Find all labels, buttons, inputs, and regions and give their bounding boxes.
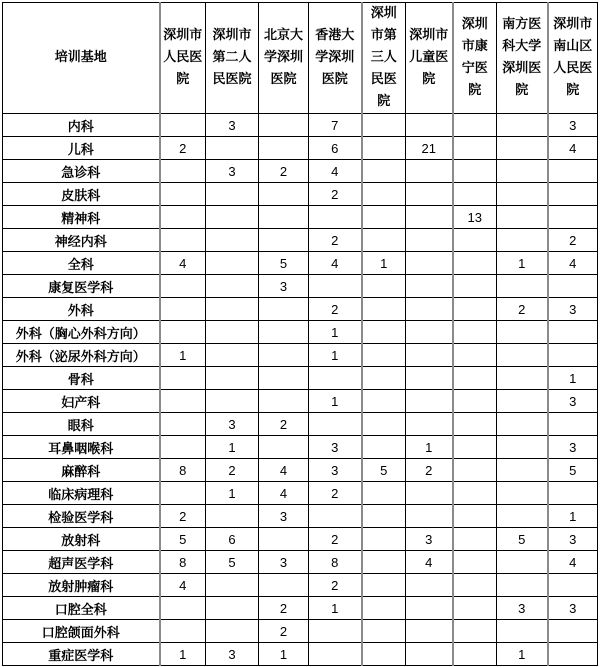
count-cell: 3 — [548, 390, 598, 413]
count-cell — [453, 597, 497, 620]
count-cell — [309, 413, 362, 436]
count-cell: 2 — [259, 620, 309, 643]
count-cell: 3 — [548, 436, 598, 459]
count-cell: 2 — [309, 229, 362, 252]
table-row — [3, 413, 598, 436]
count-cell: 1 — [548, 367, 598, 390]
count-cell: 2 — [309, 574, 362, 597]
table-row — [3, 275, 598, 298]
count-cell: 1 — [497, 643, 548, 666]
count-cell: 4 — [548, 137, 598, 160]
table-row — [3, 390, 598, 413]
count-cell — [160, 275, 206, 298]
count-cell — [160, 160, 206, 183]
count-cell — [206, 183, 259, 206]
count-cell — [259, 390, 309, 413]
count-cell — [362, 229, 406, 252]
count-cell: 4 — [259, 482, 309, 505]
count-cell: 2 — [160, 505, 206, 528]
count-cell — [406, 413, 453, 436]
count-cell: 2 — [309, 183, 362, 206]
count-cell — [497, 275, 548, 298]
count-cell — [309, 643, 362, 666]
count-cell: 1 — [548, 505, 598, 528]
table-row — [3, 505, 598, 528]
count-cell — [160, 597, 206, 620]
count-cell — [497, 620, 548, 643]
hospital-header: 香港大学深圳医院 — [309, 3, 362, 114]
count-cell — [548, 643, 598, 666]
count-cell — [160, 413, 206, 436]
count-cell — [497, 390, 548, 413]
count-cell — [362, 114, 406, 137]
count-cell — [497, 505, 548, 528]
count-cell: 3 — [309, 436, 362, 459]
count-cell — [362, 321, 406, 344]
count-cell: 2 — [406, 459, 453, 482]
table-row — [3, 183, 598, 206]
count-cell — [453, 298, 497, 321]
count-cell — [406, 206, 453, 229]
count-cell — [497, 367, 548, 390]
count-cell — [206, 137, 259, 160]
count-cell — [497, 160, 548, 183]
count-cell: 8 — [309, 551, 362, 574]
count-cell — [406, 643, 453, 666]
count-cell: 2 — [259, 597, 309, 620]
count-cell: 1 — [309, 597, 362, 620]
count-cell — [362, 160, 406, 183]
count-cell: 5 — [160, 528, 206, 551]
department-cell: 精神科 — [3, 206, 160, 229]
table-row — [3, 551, 598, 574]
count-cell — [309, 367, 362, 390]
count-cell — [497, 137, 548, 160]
count-cell — [406, 114, 453, 137]
count-cell — [548, 574, 598, 597]
count-cell — [259, 321, 309, 344]
count-cell — [453, 114, 497, 137]
count-cell — [309, 620, 362, 643]
count-cell: 5 — [497, 528, 548, 551]
count-cell — [206, 344, 259, 367]
count-cell — [160, 114, 206, 137]
count-cell: 3 — [259, 505, 309, 528]
count-cell — [160, 390, 206, 413]
count-cell — [548, 344, 598, 367]
count-cell — [259, 206, 309, 229]
count-cell — [548, 183, 598, 206]
table-row — [3, 252, 598, 275]
count-cell — [548, 413, 598, 436]
count-cell — [406, 505, 453, 528]
count-cell: 21 — [406, 137, 453, 160]
table-row — [3, 298, 598, 321]
count-cell — [362, 643, 406, 666]
count-cell — [206, 574, 259, 597]
header-row — [3, 3, 598, 114]
count-cell: 3 — [548, 597, 598, 620]
count-cell — [362, 436, 406, 459]
count-cell: 7 — [309, 114, 362, 137]
count-cell — [160, 367, 206, 390]
count-cell — [259, 574, 309, 597]
count-cell: 4 — [406, 551, 453, 574]
count-cell: 1 — [497, 252, 548, 275]
count-cell — [406, 160, 453, 183]
count-cell — [406, 597, 453, 620]
count-cell — [453, 390, 497, 413]
count-cell: 1 — [160, 643, 206, 666]
count-cell — [259, 229, 309, 252]
count-cell: 4 — [309, 252, 362, 275]
department-cell: 儿科 — [3, 137, 160, 160]
count-cell — [362, 183, 406, 206]
training-base-table — [2, 2, 598, 666]
count-cell: 4 — [160, 252, 206, 275]
count-cell: 4 — [309, 160, 362, 183]
count-cell — [160, 298, 206, 321]
count-cell: 2 — [309, 528, 362, 551]
table-row — [3, 321, 598, 344]
count-cell — [497, 436, 548, 459]
count-cell — [362, 344, 406, 367]
department-cell: 外科 — [3, 298, 160, 321]
count-cell — [453, 413, 497, 436]
count-cell: 2 — [309, 482, 362, 505]
count-cell — [453, 252, 497, 275]
count-cell: 3 — [548, 528, 598, 551]
count-cell — [548, 206, 598, 229]
count-cell — [406, 574, 453, 597]
count-cell — [160, 620, 206, 643]
count-cell: 2 — [160, 137, 206, 160]
count-cell: 4 — [259, 459, 309, 482]
table-row — [3, 620, 598, 643]
department-cell: 耳鼻咽喉科 — [3, 436, 160, 459]
count-cell — [160, 436, 206, 459]
count-cell — [206, 275, 259, 298]
count-cell: 1 — [309, 321, 362, 344]
count-cell — [453, 183, 497, 206]
count-cell: 8 — [160, 551, 206, 574]
table-row — [3, 229, 598, 252]
count-cell: 4 — [548, 252, 598, 275]
count-cell — [206, 206, 259, 229]
count-cell: 3 — [206, 413, 259, 436]
count-cell — [548, 275, 598, 298]
count-cell — [362, 137, 406, 160]
department-cell: 眼科 — [3, 413, 160, 436]
table-body — [3, 114, 598, 666]
department-cell: 放射肿瘤科 — [3, 574, 160, 597]
count-cell — [548, 321, 598, 344]
count-cell — [453, 574, 497, 597]
count-cell: 1 — [259, 643, 309, 666]
count-cell — [453, 344, 497, 367]
count-cell: 2 — [259, 413, 309, 436]
count-cell: 2 — [206, 459, 259, 482]
count-cell — [497, 183, 548, 206]
department-cell: 临床病理科 — [3, 482, 160, 505]
count-cell — [406, 252, 453, 275]
count-cell — [548, 620, 598, 643]
count-cell — [206, 321, 259, 344]
count-cell — [548, 482, 598, 505]
count-cell — [406, 620, 453, 643]
count-cell — [497, 344, 548, 367]
count-cell: 3 — [309, 459, 362, 482]
department-cell: 检验医学科 — [3, 505, 160, 528]
count-cell — [309, 275, 362, 298]
count-cell — [453, 160, 497, 183]
count-cell — [309, 505, 362, 528]
count-cell — [453, 229, 497, 252]
count-cell — [497, 574, 548, 597]
count-cell: 13 — [453, 206, 497, 229]
table-row — [3, 528, 598, 551]
count-cell — [453, 321, 497, 344]
count-cell — [453, 367, 497, 390]
count-cell: 3 — [259, 275, 309, 298]
count-cell — [406, 390, 453, 413]
count-cell — [362, 482, 406, 505]
table-row — [3, 114, 598, 137]
count-cell — [160, 183, 206, 206]
count-cell — [362, 206, 406, 229]
count-cell: 1 — [406, 436, 453, 459]
department-cell: 外科（泌尿外科方向） — [3, 344, 160, 367]
count-cell — [453, 436, 497, 459]
department-cell: 皮肤科 — [3, 183, 160, 206]
count-cell — [453, 459, 497, 482]
hospital-header: 深圳市第二人民医院 — [206, 3, 259, 114]
count-cell — [497, 206, 548, 229]
count-cell — [406, 321, 453, 344]
count-cell — [362, 551, 406, 574]
count-cell — [362, 505, 406, 528]
count-cell — [362, 528, 406, 551]
count-cell — [206, 367, 259, 390]
table-row — [3, 137, 598, 160]
department-cell: 麻醉科 — [3, 459, 160, 482]
count-cell: 3 — [548, 298, 598, 321]
count-cell — [259, 436, 309, 459]
count-cell: 5 — [548, 459, 598, 482]
table-row — [3, 206, 598, 229]
count-cell: 1 — [160, 344, 206, 367]
count-cell — [453, 482, 497, 505]
count-cell — [206, 298, 259, 321]
count-cell — [453, 620, 497, 643]
count-cell — [206, 229, 259, 252]
table-row — [3, 160, 598, 183]
count-cell — [206, 252, 259, 275]
corner-header: 培训基地 — [3, 3, 160, 114]
table-row — [3, 597, 598, 620]
count-cell — [160, 321, 206, 344]
count-cell: 3 — [406, 528, 453, 551]
count-cell — [406, 482, 453, 505]
count-cell — [160, 229, 206, 252]
count-cell: 2 — [548, 229, 598, 252]
hospital-header: 深圳市康宁医院 — [453, 3, 497, 114]
table-row — [3, 367, 598, 390]
count-cell: 5 — [206, 551, 259, 574]
department-cell: 康复医学科 — [3, 275, 160, 298]
count-cell — [497, 229, 548, 252]
count-cell — [309, 206, 362, 229]
count-cell: 3 — [259, 551, 309, 574]
count-cell: 3 — [206, 643, 259, 666]
table-row — [3, 436, 598, 459]
count-cell: 5 — [362, 459, 406, 482]
count-cell — [406, 298, 453, 321]
count-cell — [259, 114, 309, 137]
count-cell: 1 — [206, 482, 259, 505]
count-cell: 3 — [206, 114, 259, 137]
count-cell — [453, 505, 497, 528]
count-cell — [259, 528, 309, 551]
count-cell — [497, 413, 548, 436]
count-cell — [497, 459, 548, 482]
count-cell: 2 — [497, 298, 548, 321]
count-cell: 4 — [160, 574, 206, 597]
count-cell — [497, 482, 548, 505]
count-cell: 6 — [309, 137, 362, 160]
department-cell: 放射科 — [3, 528, 160, 551]
count-cell — [406, 183, 453, 206]
count-cell: 5 — [259, 252, 309, 275]
count-cell — [406, 367, 453, 390]
count-cell — [259, 183, 309, 206]
count-cell: 4 — [548, 551, 598, 574]
count-cell — [362, 298, 406, 321]
count-cell — [206, 505, 259, 528]
count-cell — [406, 344, 453, 367]
count-cell — [453, 528, 497, 551]
count-cell — [206, 597, 259, 620]
department-cell: 全科 — [3, 252, 160, 275]
count-cell — [548, 160, 598, 183]
count-cell: 1 — [309, 390, 362, 413]
count-cell — [362, 620, 406, 643]
count-cell: 1 — [362, 252, 406, 275]
department-cell: 超声医学科 — [3, 551, 160, 574]
count-cell — [259, 367, 309, 390]
count-cell — [259, 344, 309, 367]
count-cell — [453, 137, 497, 160]
count-cell: 1 — [309, 344, 362, 367]
count-cell — [206, 390, 259, 413]
department-cell: 外科（胸心外科方向） — [3, 321, 160, 344]
hospital-header: 深圳市人民医院 — [160, 3, 206, 114]
count-cell — [453, 551, 497, 574]
count-cell: 1 — [206, 436, 259, 459]
table-row — [3, 459, 598, 482]
count-cell — [453, 275, 497, 298]
count-cell — [160, 206, 206, 229]
department-cell: 内科 — [3, 114, 160, 137]
department-cell: 重症医学科 — [3, 643, 160, 666]
count-cell: 2 — [309, 298, 362, 321]
count-cell — [362, 367, 406, 390]
count-cell: 3 — [548, 114, 598, 137]
count-cell: 6 — [206, 528, 259, 551]
count-cell — [406, 275, 453, 298]
hospital-header: 南方医科大学深圳医院 — [497, 3, 548, 114]
count-cell — [497, 114, 548, 137]
count-cell — [497, 551, 548, 574]
table-row — [3, 574, 598, 597]
department-cell: 神经内科 — [3, 229, 160, 252]
hospital-header: 深圳市第三人民医院 — [362, 3, 406, 114]
count-cell — [160, 482, 206, 505]
count-cell — [406, 229, 453, 252]
count-cell: 3 — [206, 160, 259, 183]
department-cell: 口腔颌面外科 — [3, 620, 160, 643]
count-cell — [362, 597, 406, 620]
hospital-header: 深圳市儿童医院 — [406, 3, 453, 114]
count-cell: 3 — [497, 597, 548, 620]
department-cell: 妇产科 — [3, 390, 160, 413]
hospital-header: 深圳市南山区人民医院 — [548, 3, 598, 114]
table-row — [3, 482, 598, 505]
table-row — [3, 344, 598, 367]
department-cell: 口腔全科 — [3, 597, 160, 620]
count-cell — [259, 298, 309, 321]
count-cell — [259, 137, 309, 160]
department-cell: 急诊科 — [3, 160, 160, 183]
department-cell: 骨科 — [3, 367, 160, 390]
count-cell — [497, 321, 548, 344]
count-cell — [206, 620, 259, 643]
count-cell: 8 — [160, 459, 206, 482]
count-cell — [362, 413, 406, 436]
count-cell — [362, 574, 406, 597]
count-cell — [362, 390, 406, 413]
count-cell: 2 — [259, 160, 309, 183]
count-cell — [362, 275, 406, 298]
count-cell — [453, 643, 497, 666]
hospital-header: 北京大学深圳医院 — [259, 3, 309, 114]
table-row — [3, 643, 598, 666]
